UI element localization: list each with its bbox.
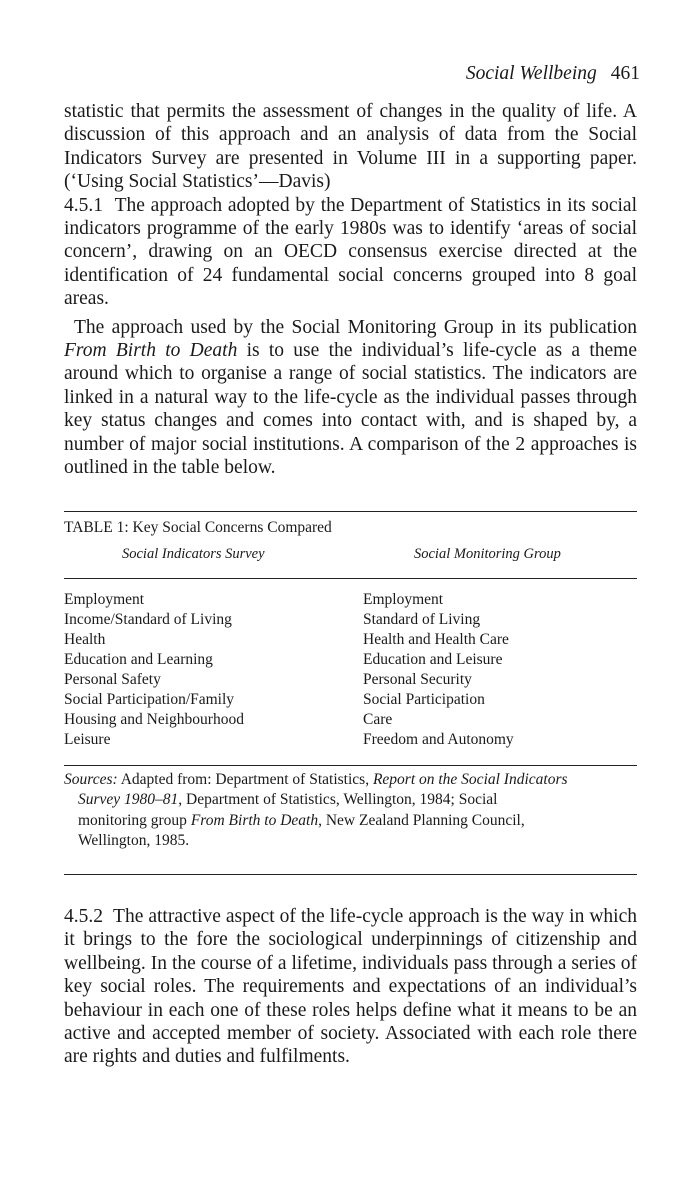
table-cell: Health [64,631,106,648]
publication-title: From Birth to Death [64,340,238,362]
table-cell: Personal Security [363,671,472,688]
sources-line [64,811,637,831]
table-body-rule [64,765,637,766]
table-sources-note [64,770,637,852]
paragraph-number: 4.5.2 [64,906,103,927]
paragraph-text-after: is to use the individual’s life-cycle as a theme around which to organise a range of social statistics. The indicators are linked in a natural way to the life-cycle as the individual passes through key status changes and comes into contact with, and is shaped by, a number of major social institutions. A comparison of the 2 approaches is outlined in the table below. [64,340,637,479]
column-heading-social-indicators: Social Indicators Survey [122,546,265,562]
table-bottom-rule [64,874,637,875]
table-caption: TABLE 1: Key Social Concerns Compared [64,519,332,536]
sources-label: Sources: [64,771,118,788]
sources-text: monitoring group [78,811,191,829]
body-text-top [64,100,637,480]
column-heading-social-monitoring: Social Monitoring Group [414,546,561,562]
table-cell: Leisure [64,731,111,748]
paragraph-4-5-1 [64,194,637,311]
sources-line: Wellington, 1985. [78,832,190,850]
table-cell: Employment [64,591,145,608]
paragraph-smg [64,316,637,480]
table-cell: Education and Learning [64,651,213,668]
sources-text: Adapted from: Department of Statistics, [117,771,373,788]
page-number: 461 [610,63,640,84]
body-text-bottom [64,905,637,1069]
sources-report-title: Report on the Social Indicators [372,771,568,788]
sources-report-title-cont: Survey 1980–81 [78,791,179,809]
table-cell: Care [363,711,393,728]
sources-line [64,790,637,810]
paragraph-number: 4.5.1 [64,194,103,216]
paragraph-4-5-2 [64,905,637,1069]
table-cell: Social Participation [363,691,485,708]
table-cell: Health and Health Care [363,631,509,648]
table-cell: Housing and Neighbourhood [64,711,244,728]
paragraph-text: The approach adopted by the Department of Statistics in its social indicators programme of the early 1980s was to identify ‘areas of social concern’, drawing on an OECD consensus exercise directed at the identification of 24 fundamental social concerns grouped into 8 goal areas. [64,194,637,310]
table-cell: Standard of Living [363,611,481,628]
table-cell: Employment [363,591,444,608]
running-header [466,62,640,86]
table-cell: Income/Standard of Living [64,611,232,628]
running-title: Social Wellbeing [465,63,597,84]
sources-text: , New Zealand Planning Council, [318,811,525,829]
paragraph-text-before: The approach used by the Social Monitoring Group in its publication [74,316,637,338]
sources-text: , Department of Statistics, Wellington, 1984; Social [178,791,498,809]
table-column-social-indicators [64,590,244,750]
table-cell: Education and Leisure [363,651,503,668]
sources-book-title: From Birth to Death [190,811,319,829]
table-header-rule [64,578,637,579]
paragraph-continuation: statistic that permits the assessment of changes in the quality of life. A discussion of this approach and an analysis of data from the Social Indicators Survey are presented in Volume III in a supporting paper. (‘Using Social Statistics’—Davis) [64,101,637,193]
table-cell: Personal Safety [64,671,161,688]
paragraph-text: The attractive aspect of the life-cycle approach is the way in which it brings to the fore the sociological underpinnings of citizenship and wellbeing. In the course of a lifetime, individuals pass through a series of key social roles. The requirements and expectations of an individual’s behaviour in each one of these roles helps define what it means to be an active and accepted member of society. Associated with each role there are rights and duties and fulfilments. [64,906,637,1068]
table-cell: Freedom and Autonomy [363,731,514,748]
table-cell: Social Participation/Family [64,691,235,708]
table-column-social-monitoring [363,590,514,750]
table-top-rule [64,511,637,512]
